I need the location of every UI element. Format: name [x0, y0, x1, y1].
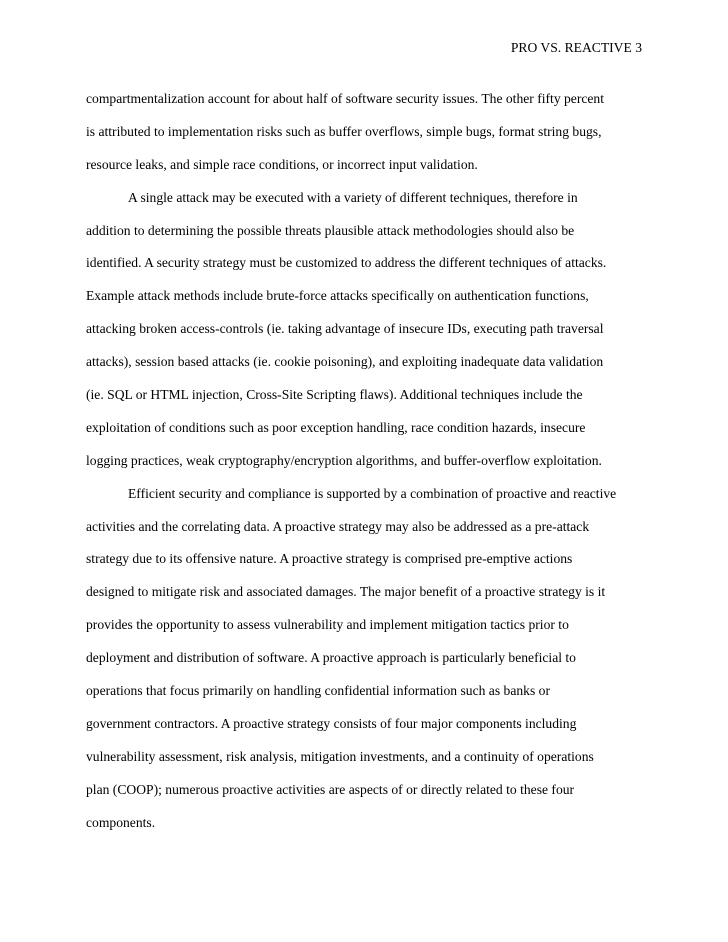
body-line: activities and the correlating data. A proactive strategy may also be addressed as a pre-attack — [86, 518, 590, 534]
body-line: strategy due to its offensive nature. A proactive strategy is comprised pre-emptive actions — [86, 551, 573, 567]
document-body — [86, 83, 646, 839]
body-line: compartmentalization account for about half of software security issues. The other fifty percent — [86, 91, 605, 106]
body-line: logging practices, weak cryptography/encryption algorithms, and buffer-overflow exploitation. — [86, 452, 602, 468]
body-line: exploitation of conditions such as poor exception handling, race condition hazards, insecure — [86, 419, 586, 435]
body-line: government contractors. A proactive strategy consists of four major components including — [86, 715, 577, 731]
body-line: addition to determining the possible threats plausible attack methodologies should also be — [86, 222, 575, 238]
body-line: is attributed to implementation risks such as buffer overflows, simple bugs, format string bugs, — [86, 123, 602, 139]
body-line: resource leaks, and simple race conditions, or incorrect input validation. — [86, 156, 478, 172]
body-line: operations that focus primarily on handling confidential information such as banks or — [86, 683, 550, 699]
body-line: attacks), session based attacks (ie. cookie poisoning), and exploiting inadequate data validation — [86, 354, 604, 370]
running-head: PRO VS. REACTIVE 3 — [510, 40, 642, 55]
body-line: plan (COOP); numerous proactive activities are aspects of or directly related to these four — [86, 781, 575, 797]
body-line: attacking broken access-controls (ie. taking advantage of insecure IDs, executing path traversal — [86, 321, 604, 337]
body-line: components. — [86, 814, 156, 830]
body-line: (ie. SQL or HTML injection, Cross-Site Scripting flaws). Additional techniques include the — [86, 387, 583, 403]
body-line: vulnerability assessment, risk analysis, mitigation investments, and a continuity of operations — [86, 748, 594, 764]
paragraph-first-line: Efficient security and compliance is supported by a combination of proactive and reactive — [128, 485, 617, 501]
paragraph-first-line: A single attack may be executed with a variety of different techniques, therefore in — [128, 189, 578, 205]
body-line: provides the opportunity to assess vulnerability and implement mitigation tactics prior to — [86, 617, 569, 633]
body-line: deployment and distribution of software. A proactive approach is particularly beneficial to — [86, 650, 576, 666]
body-line: Example attack methods include brute-force attacks specifically on authentication functions, — [86, 288, 589, 304]
body-line: designed to mitigate risk and associated damages. The major benefit of a proactive strategy is it — [86, 584, 606, 600]
body-line: identified. A security strategy must be customized to address the different techniques of attacks. — [86, 255, 607, 271]
